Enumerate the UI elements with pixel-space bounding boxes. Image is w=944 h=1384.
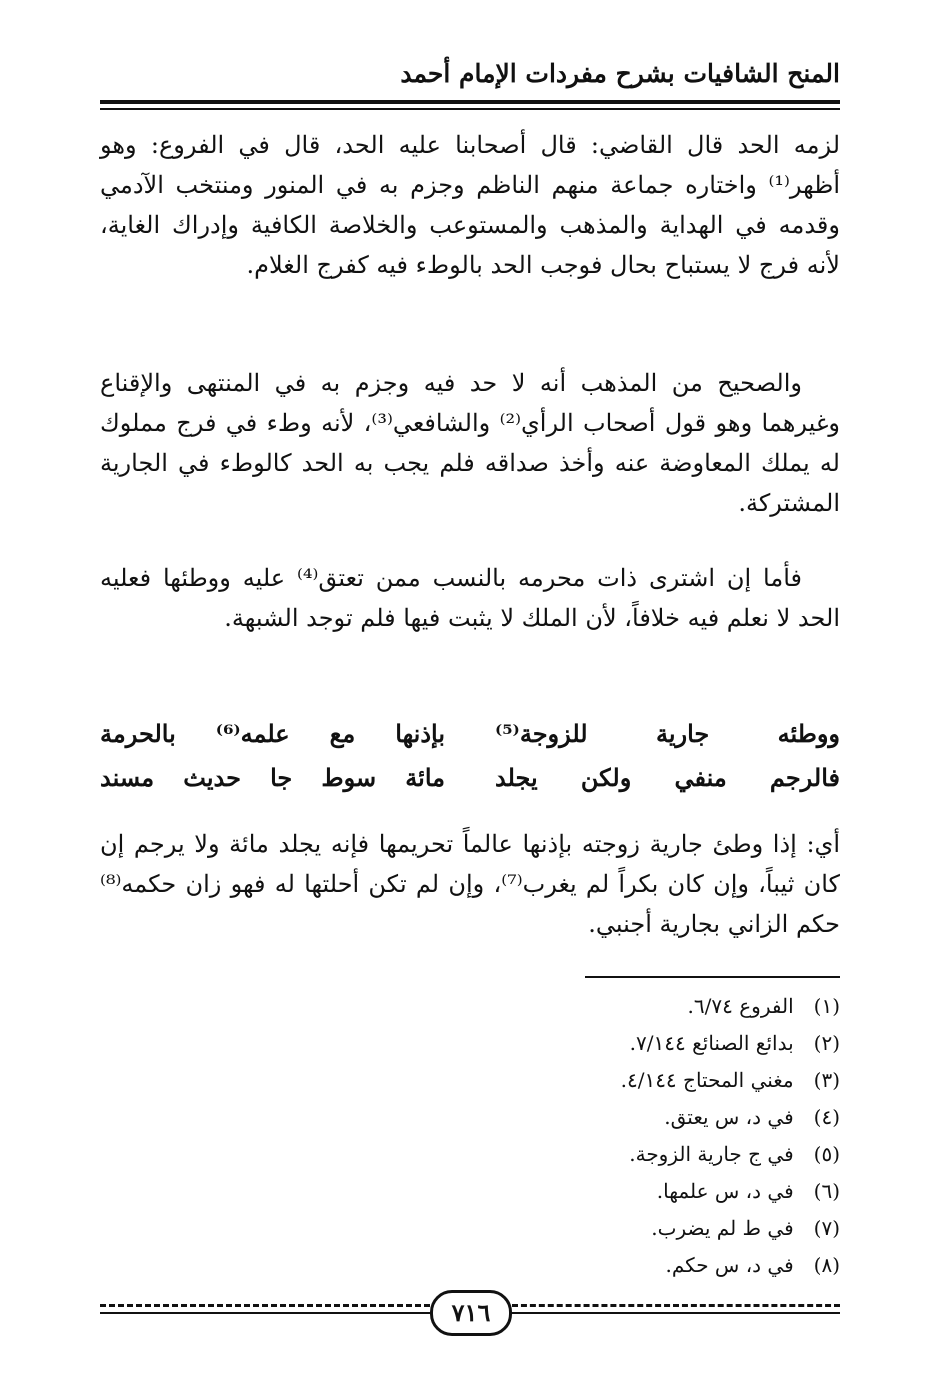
footnote-item xyxy=(300,1247,840,1284)
footnote-item xyxy=(300,1210,840,1247)
verse-second-hemistich: مائة سوط جا حديث مسند xyxy=(100,763,445,792)
footnote-text: مغني المحتاج ٤/١٤٤. xyxy=(620,1068,794,1092)
verse-first-hemistich: ووطئه جارية للزوجة⁽⁵⁾ xyxy=(495,719,840,748)
footnote-number: (٤) xyxy=(813,1105,840,1129)
footer-rule-right-thin xyxy=(512,1312,840,1314)
footer-rule-left-thin xyxy=(100,1312,430,1314)
verse-second-hemistich: بإذنها مع علمه⁽⁶⁾ بالحرمة xyxy=(100,719,446,748)
footnote-number: (٥) xyxy=(813,1142,840,1166)
footnote-number: (١) xyxy=(813,994,840,1018)
paragraph-2 xyxy=(100,363,840,523)
footnote-item xyxy=(300,1173,840,1210)
footnote-text: بدائع الصنائع ٧/١٤٤. xyxy=(629,1031,794,1055)
footnote-number: (٧) xyxy=(813,1216,840,1240)
footnote-text: في ط لم يضرب. xyxy=(651,1216,794,1240)
footnote-number: (٢) xyxy=(813,1031,840,1055)
header-rule-thin xyxy=(100,108,840,110)
footnote-item xyxy=(300,1025,840,1062)
footnote-number: (٦) xyxy=(813,1179,840,1203)
paragraph-3 xyxy=(100,558,840,638)
paragraph-text: والصحيح من المذهب أنه لا حد فيه وجزم به في المنتهى والإقناع وغيرهما وهو قول أصحاب الرأي⁽²⁾ والشافعي⁽³⁾، لأنه وطء في فرج مملوك له يملك المعاوضة عنه وأخذ صداقه فلم يجب به الحد كالوطء في الجارية المشتركة. xyxy=(100,369,841,517)
footnote-text: في د، س علمها. xyxy=(656,1179,794,1203)
footnote-item xyxy=(300,1136,840,1173)
verse-first-hemistich: فالرجم منفي ولكن يجلد xyxy=(495,763,840,792)
footnote-number: (٣) xyxy=(813,1068,840,1092)
page-number: ٧١٦ xyxy=(430,1290,512,1336)
footnote-separator xyxy=(585,976,840,978)
footer-rule-right xyxy=(512,1304,840,1307)
footnote-text: في ج جارية الزوجة. xyxy=(629,1142,794,1166)
footnotes xyxy=(300,988,840,1284)
paragraph-text: أي: إذا وطئ جارية زوجته بإذنها عالماً تحريمها فإنه يجلد مائة ولا يرجم إن كان ثيباً، وإن كان بكراً لم يغرب⁽⁷⁾، وإن لم تكن أحلتها له فهو زان حكمه⁽⁸⁾ حكم الزاني بجارية أجنبي. xyxy=(100,830,840,938)
footnote-number: (٨) xyxy=(813,1253,840,1277)
verse-line-1 xyxy=(100,714,840,754)
running-header: المنح الشافيات بشرح مفردات الإمام أحمد xyxy=(400,59,840,88)
footnote-text: في د، س حكم. xyxy=(665,1253,794,1277)
paragraph-text: فأما إن اشترى ذات محرمه بالنسب ممن تعتق⁽⁴⁾ عليه ووطئها فعليه الحد لا نعلم فيه خلافاً، لأن الملك لا يثبت فيها فلم توجد الشبهة. xyxy=(100,564,840,632)
footnote-text: في د، س يعتق. xyxy=(664,1105,794,1129)
footer-rule-left xyxy=(100,1304,430,1307)
paragraph-1 xyxy=(100,125,840,285)
footnote-text: الفروع ٦/٧٤. xyxy=(687,994,794,1018)
paragraph-4 xyxy=(100,824,840,944)
verse-line-2 xyxy=(100,758,840,798)
paragraph-text: لزمه الحد قال القاضي: قال أصحابنا عليه الحد، قال في الفروع: وهو أظهر⁽¹⁾ واختاره جماعة منهم الناظم وجزم به في المنور ومنتخب الآدمي وقدمه في الهداية والمذهب والمستوعب والخلاصة الكافية وإدراك الغاية، لأنه فرج لا يستباح بحال فوجب الحد بالوطء فيه كفرج الغلام. xyxy=(100,131,841,279)
footnote-item xyxy=(300,1099,840,1136)
footnote-item xyxy=(300,1062,840,1099)
footnote-item xyxy=(300,988,840,1025)
header-rule-thick xyxy=(100,100,840,104)
